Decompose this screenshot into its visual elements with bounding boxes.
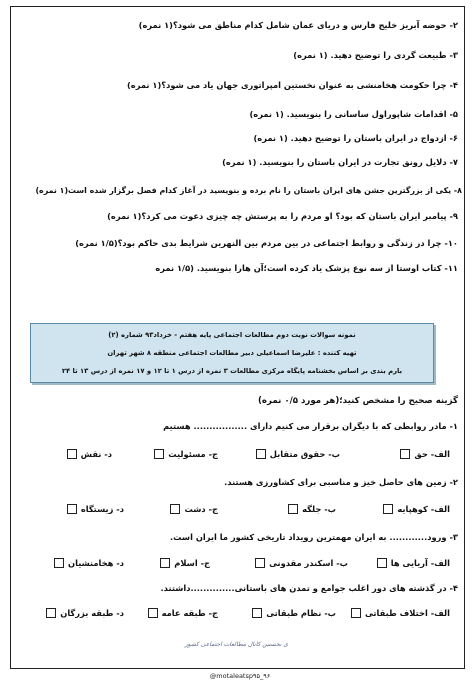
channel-tag: @motaleatsp۹۵_۹۶ [209, 672, 271, 680]
mcq-1-options [30, 449, 450, 463]
question-10: ۱۰- چرا در زندگی و روابط اجتماعی در بین مردم بین النهرین شرایط بدی حاکم بود؟(۱/۵ نمره) [75, 238, 458, 248]
question-11: ۱۱- کتاب اوستا از سه نوع پزشک یاد کرده است؛آن هارا بنویسید. (۱/۵ نمره [155, 263, 458, 273]
mcq-4-option-d[interactable]: د- طبقه بزرگان [46, 608, 124, 618]
banner-author: تهیه کننده : علیرضا اسماعیلی دبیر مطالعات اجتماعی منطقه ۸ شهر تهران [107, 349, 357, 357]
checkbox[interactable] [288, 504, 298, 514]
section-title: گزینه صحیح را مشخص کنید؛(هر مورد ۰/۵ نمره) [258, 396, 458, 406]
question-7: ۷- دلایل رونق تجارت در ایران باستان را بنویسید. (۱ نمره) [222, 157, 458, 167]
checkbox[interactable] [400, 449, 410, 459]
mcq-4-option-a[interactable]: الف- اختلاف طبقاتی [351, 608, 450, 618]
exam-info-banner [30, 323, 434, 383]
mcq-3-option-c[interactable]: ج- اسلام [160, 558, 210, 568]
mcq-3-stem: ۳- ورود............ به ایران مهمترین رویداد تاریخی کشور ما ایران است. [170, 532, 458, 542]
mcq-1-option-c[interactable]: ج- مسئولیت [154, 449, 218, 459]
question-8: ۸- یکی از بزرگترین جشن های ایران باستان را نام برده و بنویسید در آغاز کدام فصل برگزار شده است(۱ نمره) [35, 186, 462, 195]
question-2: ۲- حوضه آبریز خلیج فارس و دریای عمان شامل کدام مناطق می شود؟(۱ نمره) [138, 20, 458, 30]
mcq-4-option-c[interactable]: ج- طبقه عامه [148, 608, 218, 618]
checkbox[interactable] [170, 504, 180, 514]
checkbox[interactable] [377, 558, 387, 568]
checkbox[interactable] [383, 504, 393, 514]
checkbox[interactable] [255, 558, 265, 568]
checkbox[interactable] [351, 608, 361, 618]
mcq-2-option-a[interactable]: الف- کوهپایه [383, 504, 450, 514]
mcq-1-option-a[interactable]: الف- حق [400, 449, 450, 459]
checkbox[interactable] [54, 558, 64, 568]
mcq-1-option-b[interactable]: ب- حقوق متقابل [256, 449, 340, 459]
mcq-2-stem: ۲- زمین های حاصل خیز و مناسبی برای کشاورزی هستند. [224, 477, 458, 487]
mcq-2-option-b[interactable]: ب- جلگه [288, 504, 336, 514]
question-5: ۵- اقدامات شاپوراول ساسانی را بنویسید. (۱ نمره) [249, 109, 458, 119]
checkbox[interactable] [46, 608, 56, 618]
mcq-3-option-b[interactable]: ب- اسکندر مقدونی [255, 558, 348, 568]
checkbox[interactable] [154, 449, 164, 459]
question-3: ۳- طبیعت گردی را توضیح دهید. (۱ نمره) [293, 50, 458, 60]
question-6: ۶- ازدواج در ایران باستان را توضیح دهید. (۱ نمره) [253, 133, 458, 143]
checkbox[interactable] [67, 504, 77, 514]
banner-scoring: بارم بندی بر اساس بخشنامه پایگاه مرکزی مطالعات ۳ نمره از درس ۱ تا ۱۲ و ۱۷ نمره از درس ۱۳ تا ۲۴ [61, 367, 403, 375]
mcq-1-stem: ۱- مادر روابطی که با دیگران برقرار می کنیم دارای ................. هستیم [163, 421, 458, 431]
channel-signature: ی نخستین کانال مطالعات اجتماعی کشور [184, 641, 288, 648]
mcq-4-option-b[interactable]: ب- نظام طبقاتی [252, 608, 336, 618]
checkbox[interactable] [160, 558, 170, 568]
mcq-4-options [30, 608, 450, 622]
mcq-2-option-d[interactable]: د- زیستگاه [67, 504, 124, 514]
mcq-3-option-a[interactable]: الف- آریایی ها [377, 558, 450, 568]
question-4: ۴- چرا حکومت هخامنشی به عنوان نخستین امپراتوری جهان یاد می شود؟(۱ نمره) [127, 80, 458, 90]
mcq-3-options [30, 558, 450, 572]
checkbox[interactable] [256, 449, 266, 459]
mcq-2-option-c[interactable]: ج- دشت [170, 504, 218, 514]
question-9: ۹- پیامبر ایران باستان که بود؟ او مردم را به پرستش چه چیزی دعوت می کرد؟(۱ نمره) [107, 211, 458, 221]
mcq-4-stem: ۴- در گذشته های دور اغلب جوامع و تمدن های باستانی..............داشتند. [160, 583, 458, 593]
mcq-1-option-d[interactable]: د- نقش [67, 449, 112, 459]
banner-title: نمونه سوالات نوبت دوم مطالعات اجتماعی پایه هفتم - خرداد۹۳ شماره (۲) [108, 331, 356, 339]
mcq-2-options [30, 504, 450, 518]
checkbox[interactable] [252, 608, 262, 618]
mcq-3-option-d[interactable]: د- هخامنشیان [54, 558, 124, 568]
checkbox[interactable] [148, 608, 158, 618]
checkbox[interactable] [67, 449, 77, 459]
